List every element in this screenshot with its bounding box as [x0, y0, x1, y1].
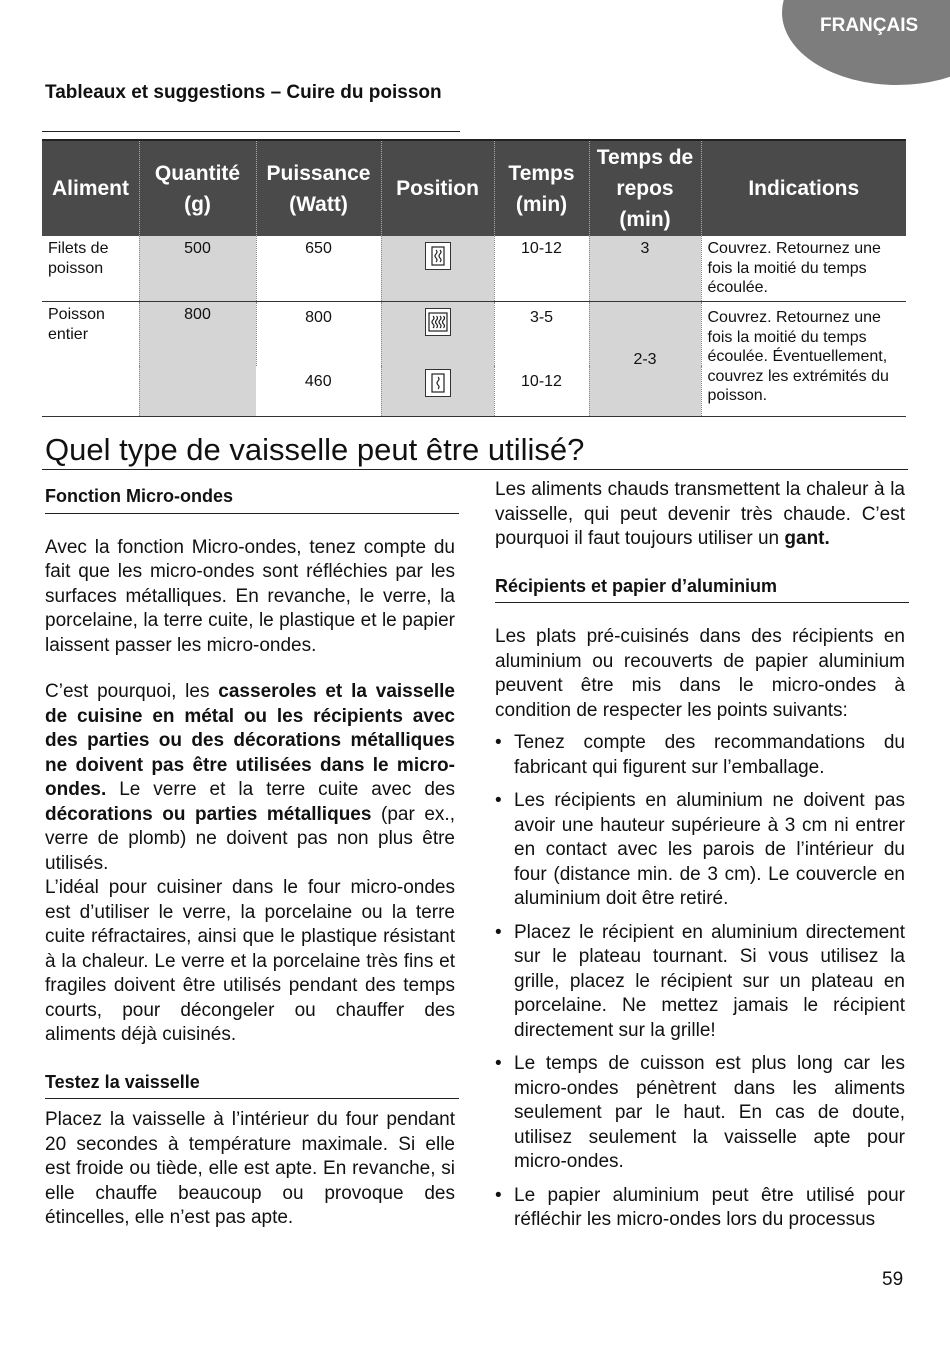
- cell-repos: 2-3: [589, 302, 701, 417]
- cell-repos: 3: [589, 236, 701, 302]
- bullet-icon: •: [495, 1053, 502, 1074]
- bullet-icon: •: [495, 790, 502, 811]
- list-item-text: Le papier aluminium peut être utilisé pour réfléchir les micro-ondes lors du processus: [514, 1184, 905, 1230]
- left-column: [45, 478, 455, 1231]
- section-title-aluminium: Récipients et papier d’aluminium: [495, 574, 909, 604]
- cell-position: [381, 302, 494, 367]
- paragraph-micro-ondes: Avec la fonction Micro-ondes, tenez compte du fait que les micro-ondes sont réfléchies par les surfaces métalliques. En revanche, le verre, la porcelaine, la terre cuite, le plastique et le papier laissent passer les micro-ondes.: [45, 536, 455, 656]
- page-number: 59: [882, 1269, 904, 1290]
- cell-quantite: 500: [139, 236, 256, 302]
- fish-title-rule: [42, 131, 460, 132]
- list-item: [495, 1184, 905, 1233]
- cell-aliment: Poisson entier: [42, 302, 139, 417]
- cell-temps: 10-12: [494, 366, 589, 417]
- list-item: [495, 921, 905, 1044]
- section-title-micro-ondes: Fonction Micro-ondes: [45, 484, 459, 514]
- header-puissance: Puissance (Watt): [256, 140, 381, 236]
- right-column: [495, 478, 905, 1242]
- bullet-icon: •: [495, 921, 502, 943]
- bold-run: gant.: [784, 528, 830, 549]
- paragraph-gant: [495, 478, 905, 552]
- fish-cooking-table: [42, 139, 906, 417]
- header-repos: Temps de repos (min): [589, 140, 701, 236]
- cell-puissance: 460: [256, 366, 381, 417]
- list-item: [495, 731, 905, 780]
- header-temps: Temps (min): [494, 140, 589, 236]
- cell-temps: 10-12: [494, 236, 589, 302]
- table-header-row: [42, 140, 906, 236]
- bold-run: casseroles et la vaisselle de cuisine en métal ou les récipients avec des parties ou des décorations métalliques ne doivent pas être utilisées dans le micro-ondes.: [45, 681, 455, 800]
- triple-rack-position-icon: [425, 308, 451, 336]
- bullet-icon: •: [495, 1184, 502, 1206]
- text-run: (par ex., verre de plomb) ne doivent pas non plus être utilisés.: [45, 803, 455, 874]
- list-item-text: Les récipients en aluminium ne doivent pas avoir une hauteur supérieure à 3 cm ni entrer en contact avec les parois de l’intérieur du four (distance min. de 3 cm). Le couvercle en aluminium doit être retiré.: [514, 790, 905, 909]
- text-run: Le verre et la terre cuite avec des: [106, 779, 455, 800]
- cell-position: [381, 366, 494, 417]
- paragraph-metal-warning: [45, 680, 455, 876]
- table-row: [42, 236, 906, 302]
- aluminium-list: [495, 731, 905, 1233]
- header-aliment: Aliment: [42, 140, 139, 236]
- cell-aliment: Filets de poisson: [42, 236, 139, 302]
- bullet-icon: •: [495, 732, 502, 753]
- list-item: [495, 789, 905, 912]
- fish-section-title: Tableaux et suggestions – Cuire du poisson: [45, 82, 442, 103]
- language-tab: [782, 0, 950, 85]
- cell-temps: 3-5: [494, 302, 589, 367]
- heading-rule: [42, 469, 908, 470]
- language-label: FRANÇAIS: [820, 15, 919, 36]
- page-heading: Quel type de vaisselle peut être utilisé?: [45, 432, 585, 467]
- paragraph-aluminium: Les plats pré-cuisinés dans des récipients en aluminium ou recouverts de papier aluminium peuvent être mis dans le micro-ondes à condition de respecter les points suivants:: [495, 626, 905, 721]
- single-rack-position-icon: [425, 369, 451, 397]
- text-run: C’est pourquoi, les: [45, 681, 219, 702]
- cell-puissance: 800: [256, 302, 381, 367]
- bold-run: décorations ou parties métalliques: [45, 803, 372, 825]
- header-quantite: Quantité (g): [139, 140, 256, 236]
- text-run: Les aliments chauds transmettent la chaleur à la vaisselle, qui peut devenir très chaude. C’est pourquoi il faut toujours utiliser un: [495, 479, 905, 549]
- paragraph-ideal-vaisselle: L’idéal pour cuisiner dans le four micro-ondes est d’utiliser le verre, la porcelaine ou la terre cuite réfractaires, ainsi que le plastique résistant à la chaleur. Le verre et la porcelaine très fins et fragiles doivent être utilisés pendant des temps courts, pour décongeler ou chauffer des aliments déjà cuisinés.: [45, 877, 455, 1045]
- table-row: [42, 302, 906, 367]
- cell-indications: Couvrez. Retournez une fois la moitié du temps écoulée. Éventuellement, couvrez les extrémités du poisson.: [701, 302, 906, 417]
- cell-position: [381, 236, 494, 302]
- rack-position-icon: [425, 242, 451, 270]
- list-item: [495, 1052, 905, 1175]
- paragraph-testez: Placez la vaisselle à l’intérieur du four pendant 20 secondes à température maximale. Si elle est froide ou tiède, elle est apte. En revanche, si elle chauffe beaucoup ou provoque des étincelles, elle n’est pas apte.: [45, 1109, 455, 1228]
- header-position: Position: [381, 140, 494, 236]
- cell-quantite: 800: [139, 302, 256, 417]
- header-indications: Indications: [701, 140, 906, 236]
- list-item-text: Tenez compte des recommandations du fabricant qui figurent sur l’emballage.: [514, 732, 905, 778]
- section-title-testez: Testez la vaisselle: [45, 1070, 459, 1100]
- cell-puissance: 650: [256, 236, 381, 302]
- list-item-text: Le temps de cuisson est plus long car les micro-ondes pénètrent dans les aliments seulement par le haut. En cas de doute, utilisez seulement la vaisselle apte pour micro-ondes.: [514, 1053, 905, 1172]
- cell-indications: Couvrez. Retournez une fois la moitié du temps écoulée.: [701, 236, 906, 302]
- list-item-text: Placez le récipient en aluminium directement sur le plateau tournant. Si vous utilisez la grille, placez le récipient sur un plateau en porcelaine. Ne mettez jamais le récipient directement sur la grille!: [514, 921, 905, 1041]
